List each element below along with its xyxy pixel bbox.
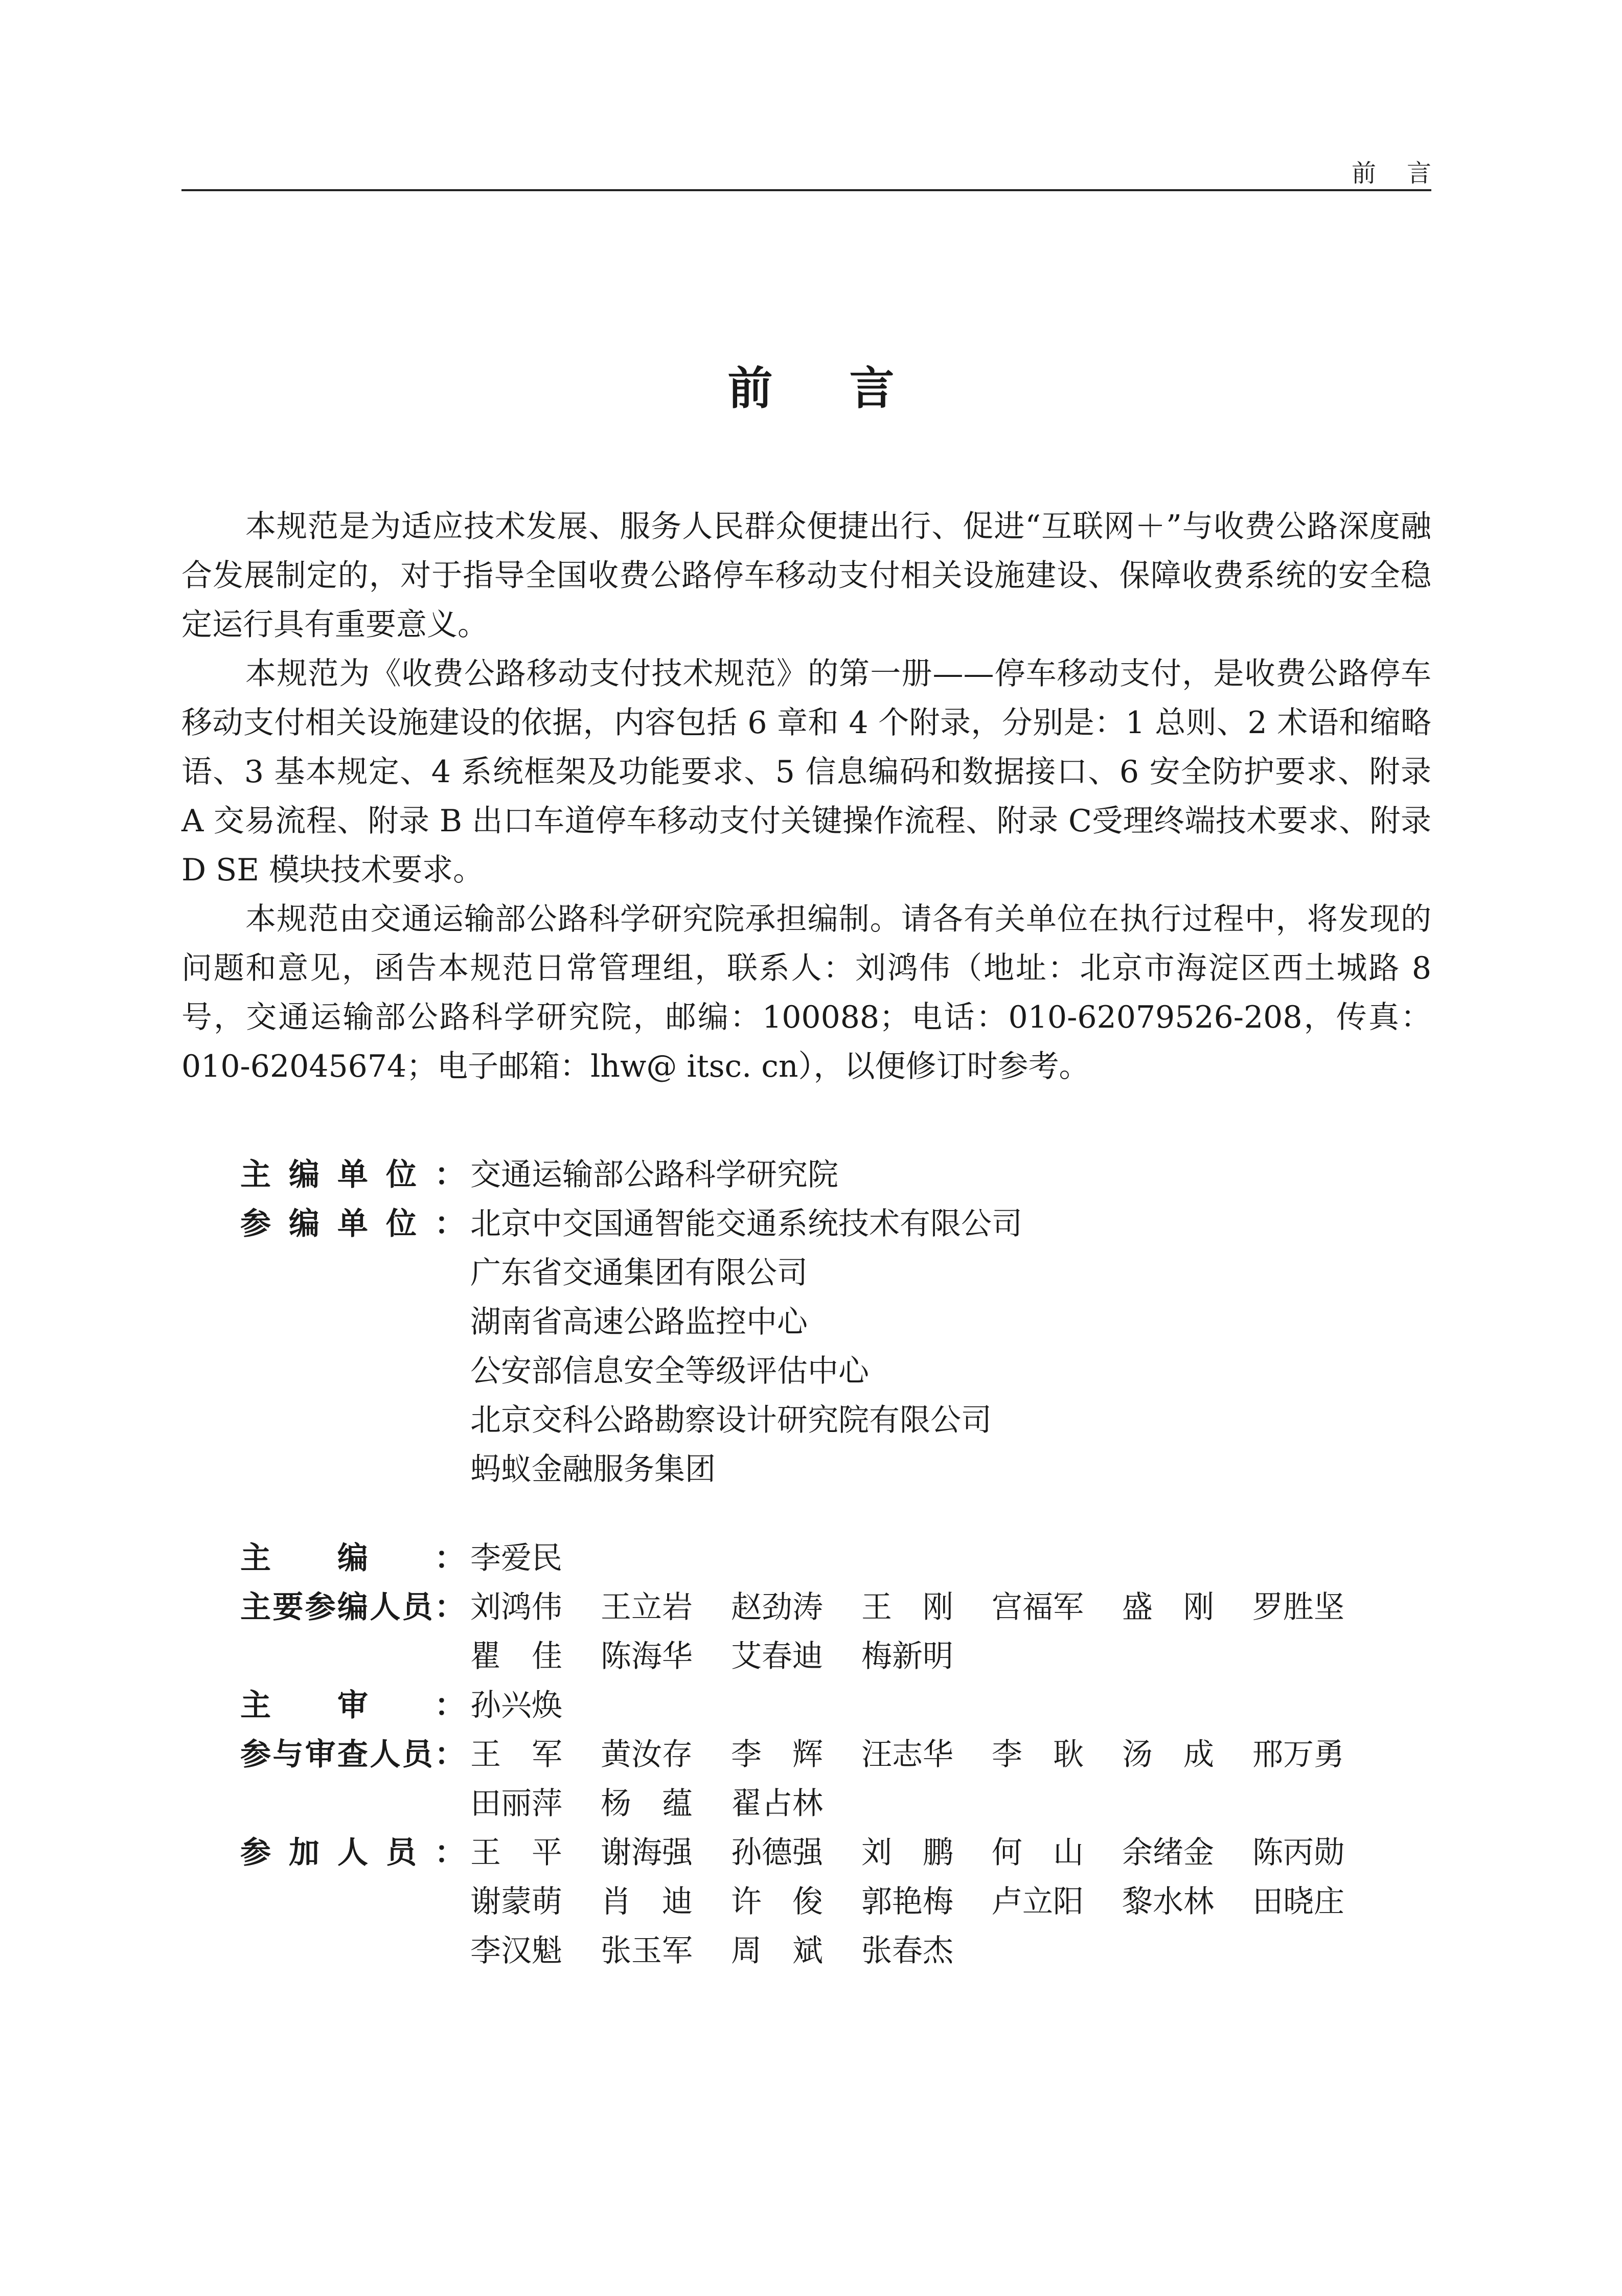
participants-row [240, 1828, 1431, 1975]
paragraph-3: 本规范由交通运输部公路科学研究院承担编制。请各有关单位在执行过程中，将发现的问题和意见，函告本规范日常管理组，联系人：刘鸿伟（地址：北京市海淀区西土城路 8 号，交通运输部公路科学研究院，邮编：100088；电话：010-62079526-208，传真：010-62045674；电子邮箱：lhw@ itsc. cn），以便修订时参考。 [181, 901, 1431, 1084]
chief-editor-label [240, 1534, 470, 1583]
participating-units-label [240, 1199, 470, 1494]
label-char: 员 [402, 1589, 433, 1625]
label-char: 加 [289, 1835, 319, 1871]
person-name: 郭艳梅 [861, 1884, 953, 1920]
participating-unit: 公安部信息安全等级评估中心 [470, 1353, 869, 1389]
label-char: 单 [337, 1206, 368, 1242]
label-char: 参 [305, 1589, 336, 1625]
label-char: 位 [386, 1206, 417, 1242]
person-name: 盛 刚 [1122, 1589, 1214, 1625]
person-name: 陈海华 [601, 1639, 693, 1674]
person-name: 邢万勇 [1252, 1737, 1344, 1772]
participating-unit: 湖南省高速公路监控中心 [470, 1304, 808, 1340]
label-char: 参 [240, 1737, 271, 1772]
label-colon: ： [435, 1688, 465, 1723]
running-head [181, 153, 1462, 191]
person-name: 王 军 [470, 1737, 562, 1772]
label-colon: ： [434, 1737, 465, 1772]
label-char: 编 [337, 1589, 368, 1625]
person-name: 梅新明 [861, 1639, 953, 1674]
person-name: 张春杰 [861, 1933, 953, 1969]
person-name: 王立岩 [601, 1589, 693, 1625]
label-char: 编 [337, 1540, 368, 1576]
label-char: 编 [289, 1157, 319, 1193]
person-name: 谢蒙萌 [470, 1884, 562, 1920]
person-name: 汪志华 [861, 1737, 953, 1772]
person-name: 田丽萍 [470, 1786, 562, 1822]
person-name: 周 斌 [731, 1933, 823, 1969]
person-name: 刘 鹏 [861, 1835, 953, 1871]
label-char: 人 [370, 1737, 401, 1772]
participating-units-list [470, 1199, 1431, 1494]
paragraph-1: 本规范是为适应技术发展、服务人民群众便捷出行、促进“互联网＋”与收费公路深度融合发展制定的，对于指导全国收费公路停车移动支付相关设施建设、保障收费系统的安全稳定运行具有重要意义。 [181, 509, 1431, 643]
chief-reviewer-row [240, 1681, 1431, 1730]
label-colon: ： [435, 1835, 465, 1871]
reviewers-label [240, 1730, 470, 1828]
chief-reviewer: 孙兴焕 [470, 1688, 562, 1723]
participants-label [240, 1828, 470, 1975]
label-char: 主 [240, 1157, 271, 1193]
person-name: 黄汝存 [601, 1737, 693, 1772]
person-name: 卢立阳 [992, 1884, 1084, 1920]
person-name: 艾春迪 [731, 1639, 823, 1674]
label-char: 与 [272, 1737, 304, 1772]
person-name: 李 辉 [731, 1737, 823, 1772]
reviewers-row [240, 1730, 1431, 1828]
chief-editor: 李爱民 [470, 1540, 562, 1576]
label-colon: ： [435, 1206, 465, 1242]
participating-unit: 广东省交通集团有限公司 [470, 1255, 808, 1291]
person-name: 宫福军 [992, 1589, 1084, 1625]
label-char: 审 [337, 1688, 368, 1723]
person-name: 许 俊 [731, 1884, 823, 1920]
label-char: 编 [289, 1206, 319, 1242]
label-char: 参 [240, 1206, 271, 1242]
main-participants-row [240, 1583, 1431, 1681]
label-char: 位 [386, 1157, 417, 1193]
person-name: 田晓庄 [1252, 1884, 1344, 1920]
running-head-text: 前言 [1351, 159, 1462, 188]
preface-body [181, 502, 1431, 1091]
label-char: 单 [337, 1157, 368, 1193]
page-title: 前言 [727, 362, 971, 415]
label-char: 人 [370, 1589, 401, 1625]
participating-unit: 北京中交国通智能交通系统技术有限公司 [470, 1206, 1022, 1242]
person-name: 陈丙勋 [1252, 1835, 1344, 1871]
label-char: 审 [305, 1737, 336, 1772]
chief-editor-row [240, 1534, 1431, 1583]
chief-unit: 交通运输部公路科学研究院 [470, 1157, 838, 1193]
participants-list [470, 1828, 1431, 1975]
chief-unit-label [240, 1150, 470, 1199]
person-name: 杨 蕴 [601, 1786, 693, 1822]
person-name: 瞿 佳 [470, 1639, 562, 1674]
label-colon: ： [434, 1589, 465, 1625]
label-char: 员 [386, 1835, 417, 1871]
participating-unit: 蚂蚁金融服务集团 [470, 1451, 716, 1487]
reviewers-list [470, 1730, 1431, 1828]
label-char: 参 [240, 1835, 271, 1871]
person-name: 王 平 [470, 1835, 562, 1871]
label-colon: ： [435, 1157, 465, 1193]
label-char: 员 [402, 1737, 433, 1772]
person-name: 翟占林 [731, 1786, 823, 1822]
label-char: 要 [272, 1589, 304, 1625]
chief-unit-row [240, 1150, 1431, 1199]
person-name: 罗胜坚 [1252, 1589, 1344, 1625]
person-name: 李 耿 [992, 1737, 1084, 1772]
participating-units-row [240, 1199, 1431, 1494]
person-name: 赵劲涛 [731, 1589, 823, 1625]
person-name: 余绪金 [1122, 1835, 1214, 1871]
person-name: 孙德强 [731, 1835, 823, 1871]
main-participants-label [240, 1583, 470, 1681]
person-name: 刘鸿伟 [470, 1589, 562, 1625]
chief-reviewer-label [240, 1681, 470, 1730]
person-name: 黎水林 [1122, 1884, 1214, 1920]
label-colon: ： [435, 1540, 465, 1576]
person-name: 肖 迪 [601, 1884, 693, 1920]
person-name: 何 山 [992, 1835, 1084, 1871]
person-name: 谢海强 [601, 1835, 693, 1871]
person-name: 王 刚 [861, 1589, 953, 1625]
editing-units [240, 1150, 1431, 1494]
label-char: 查 [337, 1737, 368, 1772]
label-char: 主 [240, 1688, 271, 1723]
label-char: 主 [240, 1540, 271, 1576]
paragraph-2: 本规范为《收费公路移动支付技术规范》的第一册——停车移动支付，是收费公路停车移动支付相关设施建设的依据，内容包括 6 章和 4 个附录，分别是：1 总则、2 术语和缩略语、3 基本规定、4 系统框架及功能要求、5 信息编码和数据接口、6 安全防护要求、附录 A 交易流程、附录 B 出口车道停车移动支付关键操作流程、附录 C受理终端技术要求、附录 D SE 模块技术要求。 [181, 656, 1431, 888]
editing-people [240, 1534, 1431, 1975]
person-name: 张玉军 [601, 1933, 693, 1969]
person-name: 李汉魁 [470, 1933, 562, 1969]
person-name: 汤 成 [1122, 1737, 1214, 1772]
participating-unit: 北京交科公路勘察设计研究院有限公司 [470, 1402, 992, 1438]
label-char: 主 [240, 1589, 271, 1625]
main-participants-list [470, 1583, 1431, 1681]
label-char: 人 [337, 1835, 368, 1871]
